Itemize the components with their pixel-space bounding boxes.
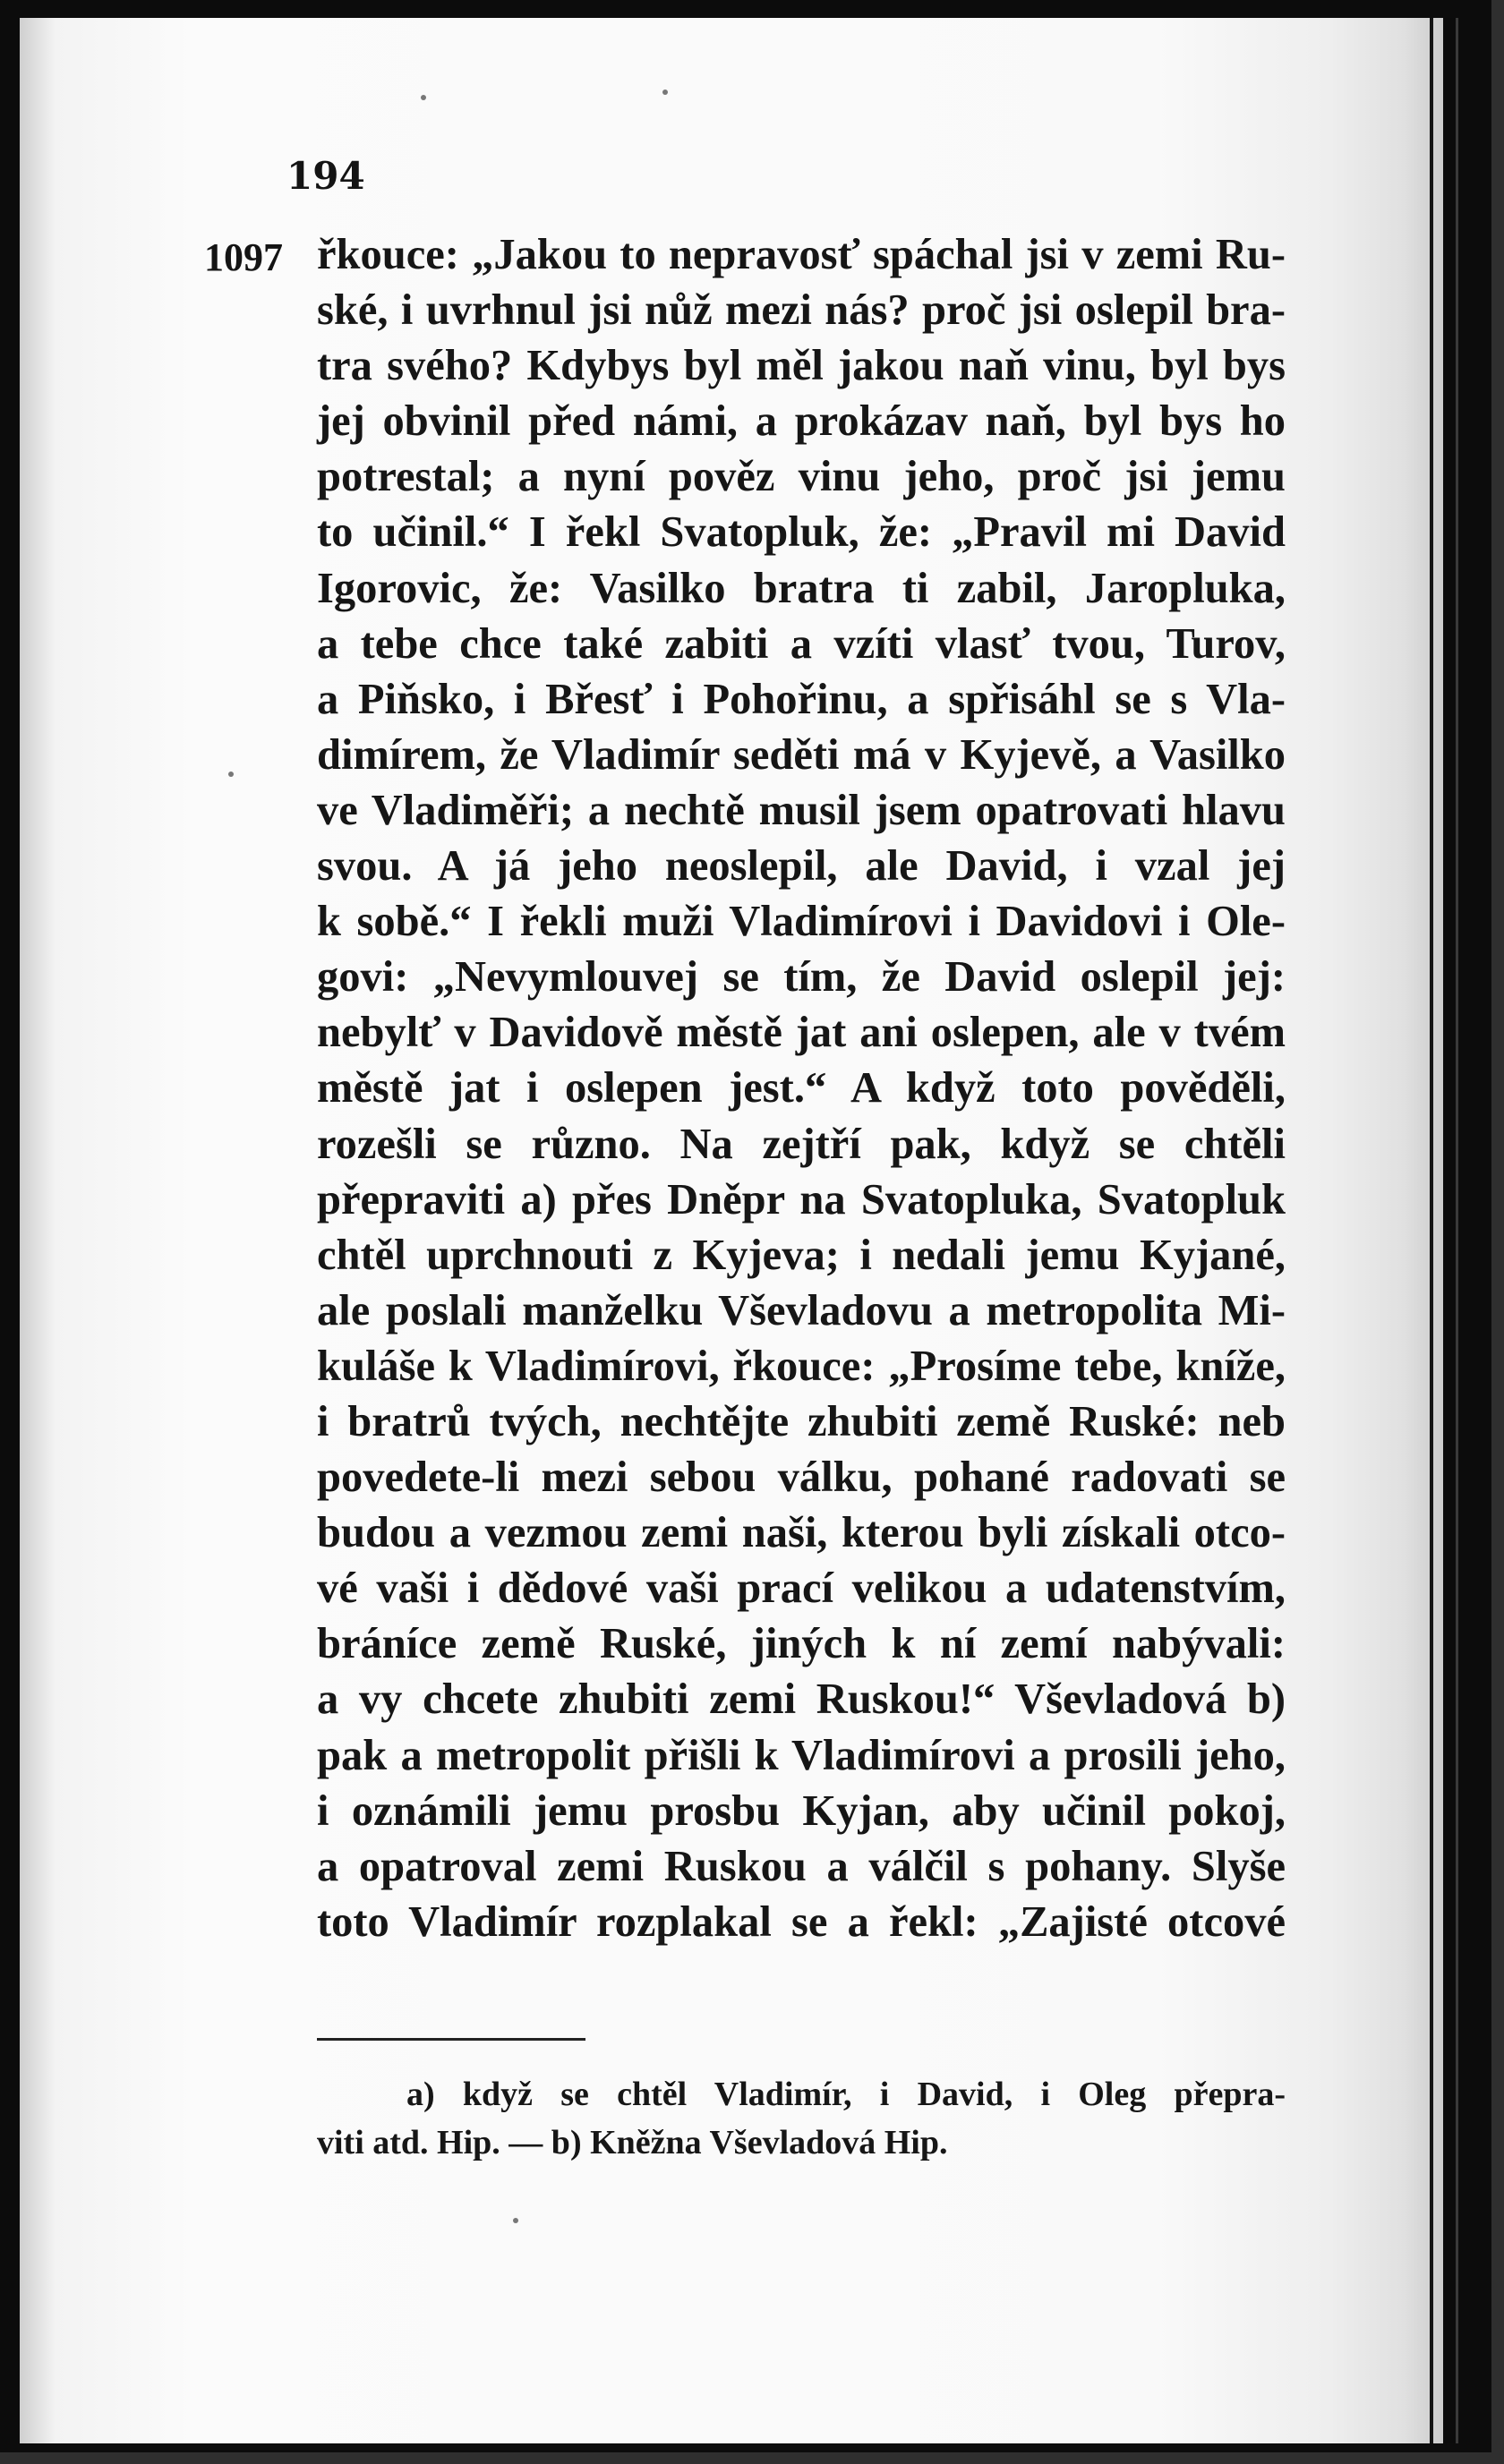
text-line: nebylť v Davidově městě jat ani oslepen, ale v tvém: [317, 1009, 1286, 1057]
text-line: pak a metropolit přišli k Vladimírovi a prosili jeho,: [317, 1731, 1286, 1779]
scan-speck: [421, 95, 426, 100]
text-line: povedete-li mezi sebou válku, pohané radovati se: [317, 1454, 1286, 1502]
text-line: rozešli se různo. Na zejtří pak, když se chtěli: [317, 1120, 1286, 1168]
scan-speck: [662, 90, 668, 95]
text-line: potrestal; a nyní pověz vinu jeho, proč jsi jemu: [317, 453, 1286, 501]
text-line: toto Vladimír rozplakal se a řekl: „Zajisté otcové: [317, 1897, 1286, 1946]
text-line: vé vaši i dědové vaši prací velikou a udatenstvím,: [317, 1565, 1286, 1613]
footnote-line: viti atd. Hip. — b) Kněžna Vševladová Hip.: [317, 2124, 948, 2161]
text-line: k sobě.“ I řekli muži Vladimírovi i Davidovi i Ole-: [317, 898, 1286, 946]
scan-speck: [228, 772, 234, 777]
text-line: i bratrů tvých, nechtějte zhubiti země Ruské: neb: [317, 1397, 1286, 1445]
text-line: a Piňsko, i Břesť i Pohořinu, a spřisáhl se s Vla-: [317, 675, 1286, 723]
footnotes: [317, 2070, 1286, 2167]
text-line: jej obvinil před námi, a prokázav naň, byl bys ho: [317, 397, 1286, 446]
text-line: govi: „Nevymlouvej se tím, že David oslepil jej:: [317, 953, 1286, 1002]
text-line: bráníce země Ruské, jiných k ní zemí nabývali:: [317, 1620, 1286, 1668]
spine-edge-line: [1430, 18, 1433, 2443]
text-line: to učinil.“ I řekl Svatopluk, že: „Pravil mi David: [317, 508, 1286, 557]
text-line: budou a vezmou zemi naši, kterou byli získali otco-: [317, 1509, 1286, 1557]
text-line: ve Vladiměři; a nechtě musil jsem opatrovati hlavu: [317, 786, 1286, 834]
text-line: svou. A já jeho neoslepil, ale David, i vzal jej: [317, 842, 1286, 891]
body-text: [317, 227, 1286, 1950]
footnote-rule: [317, 2038, 585, 2041]
page-number: 194: [286, 154, 365, 198]
text-line: přepraviti a) přes Dněpr na Svatopluka, Svatopluk: [317, 1175, 1286, 1223]
text-line: Igorovic, že: Vasilko bratra ti zabil, Jaropluka,: [317, 564, 1286, 612]
text-line: městě jat i oslepen jest.“ A když toto pověděli,: [317, 1064, 1286, 1113]
text-line: tra svého? Kdybys byl měl jakou naň vinu, byl bys: [317, 342, 1286, 390]
text-line: dimírem, že Vladimír seděti má v Kyjevě, a Vasilko: [317, 730, 1286, 779]
text-line: a opatroval zemi Ruskou a válčil s pohany. Slyše: [317, 1842, 1286, 1890]
margin-year: 1097: [204, 235, 283, 279]
spine-edge-line-outer: [1456, 18, 1458, 2443]
text-line: ské, i uvrhnul jsi nůž mezi nás? proč jsi oslepil bra-: [317, 286, 1286, 335]
text-line: a vy chcete zhubiti zemi Ruskou!“ Vševladová b): [317, 1675, 1286, 1724]
text-line: ale poslali manželku Vševladovu a metropolita Mi-: [317, 1286, 1286, 1334]
text-line: i oznámili jemu prosbu Kyjan, aby učinil pokoj,: [317, 1786, 1286, 1835]
text-line: chtěl uprchnouti z Kyjeva; i nedali jemu Kyjané,: [317, 1231, 1286, 1279]
text-line: a tebe chce také zabiti a vzíti vlasť tvou, Turov,: [317, 619, 1286, 668]
scan-speck: [513, 2218, 518, 2223]
text-line: řkouce: „Jakou to nepravosť spáchal jsi v zemi Ru-: [317, 231, 1286, 278]
footnote-line: a) když se chtěl Vladimír, i David, i Oleg přepra-: [406, 2076, 1286, 2113]
text-line: kuláše k Vladimírovi, řkouce: „Prosíme tebe, kníže,: [317, 1342, 1286, 1390]
